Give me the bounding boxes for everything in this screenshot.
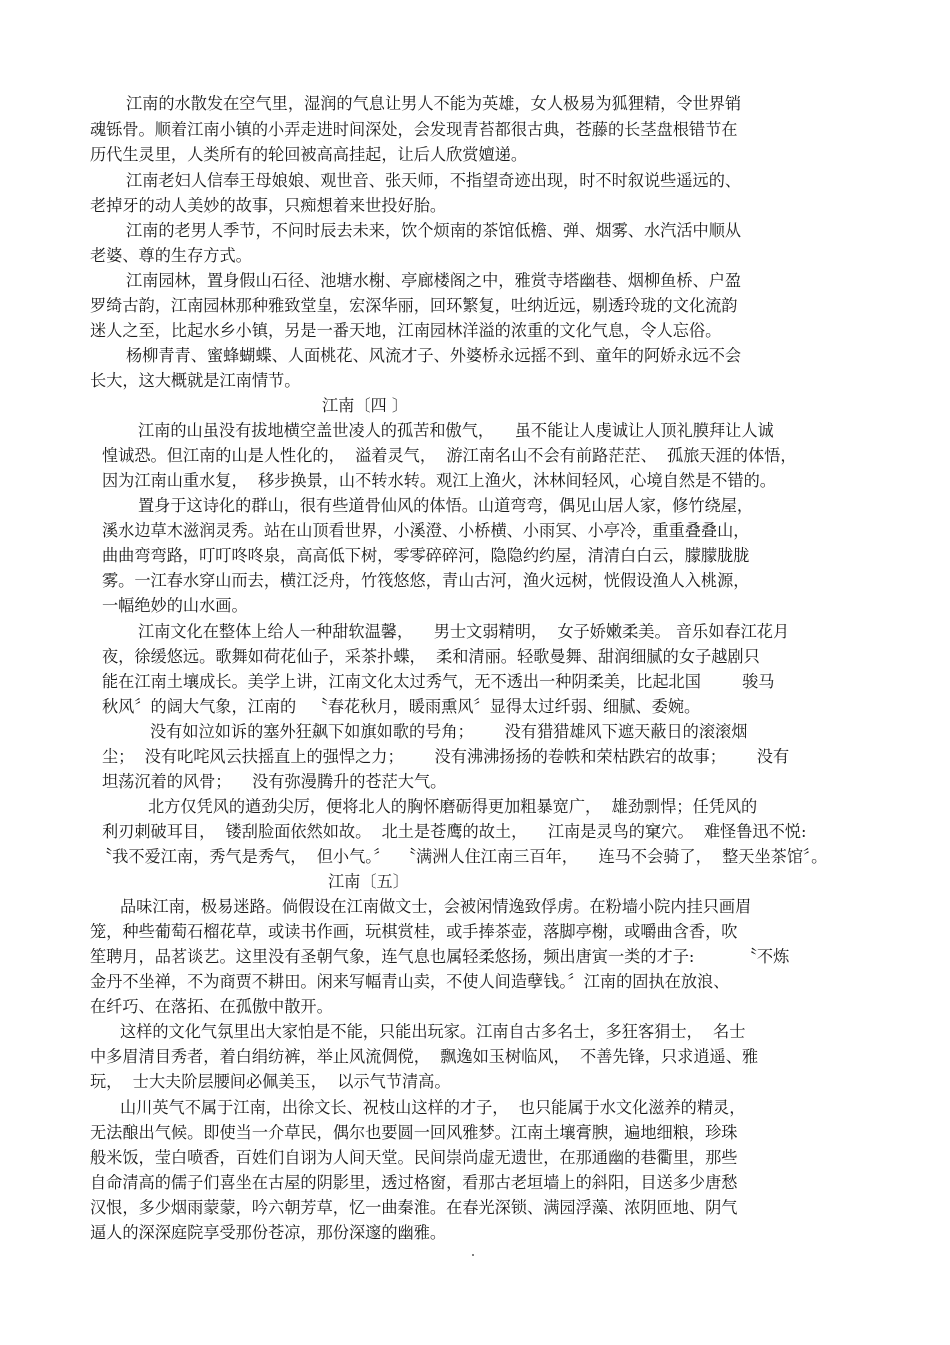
paragraph-line: 笼，种些葡萄石榴花草，或读书作画，玩棋赏桂，或手捧茶壶，落脚亭榭，或嚼曲含香，吹 — [90, 922, 738, 941]
page-marker-dot — [472, 1254, 474, 1256]
paragraph-line: 坦荡沉着的风骨； 没有弥漫腾升的苍茫大气。 — [102, 772, 447, 791]
paragraph-line: 一幅绝妙的山水画。 — [102, 596, 248, 615]
paragraph-line: 置身于这诗化的群山，很有些道骨仙风的体悟。山道弯弯，偶见山居人家，修竹绕屋， — [138, 496, 754, 515]
paragraph-line: 因为江南山重水复， 移步换景，山不转水转。观江上渔火，沐林间轻风，心境自然是不错的。 — [102, 471, 776, 490]
paragraph-line: 这样的文化气氛里出大家怕是不能，只能出玩家。江南自古多名士，多狂客狷士， 名士 — [120, 1022, 746, 1041]
paragraph-line: 〝我不爱江南，秀气是秀气， 但小气。〞 〝满洲人住江南三百年， 连马不会骑了， 整天坐茶馆〞。 — [96, 847, 828, 866]
paragraph-line: 北方仅凭风的遒劲尖厉，便将北人的胸怀磨砺得更加粗暴宽广， 雄劲剽悍；任凭风的 — [148, 797, 758, 816]
paragraph-line: 老掉牙的动人美妙的故事，只痴想着来世投好胎。 — [90, 196, 447, 215]
paragraph-line: 溪水边草木滋润灵秀。站在山顶看世界，小溪澄、小桥横、小雨冥、小亭冷，重重叠叠山， — [102, 521, 750, 540]
paragraph-line: 长大，这大概就是江南情节。 — [90, 371, 301, 390]
paragraph-line: 江南的老男人季节，不问时辰去未来，饮个烦南的茶馆低檐、弹、烟雾、水汽活中顺从 — [126, 221, 742, 240]
paragraph-line: 金丹不坐禅，不为商贾不耕田。闲来写幅青山卖，不使人间造孽钱。〞江南的固执在放浪、 — [90, 972, 730, 991]
paragraph-line: 逼人的深深庭院享受那份苍凉，那份深邃的幽雅。 — [90, 1223, 447, 1242]
paragraph-line: 曲曲弯弯路，叮叮咚咚泉，高高低下树，零零碎碎河，隐隐约约屋，清清白白云，朦朦胧胧 — [102, 546, 750, 565]
paragraph-line: 在纤巧、在落拓、在孤傲中散开。 — [90, 997, 333, 1016]
paragraph-line: 笙聘月，品茗谈艺。这里没有圣朝气象，连气息也属轻柔悠扬，频出唐寅一类的才子: 〝不炼 — [90, 947, 790, 966]
section-heading: 江南〔四 〕 — [322, 396, 409, 415]
paragraph-line: 中多眉清目秀者，着白绢纺裤，举止风流倜傥， 飘逸如玉树临风， 不善先锋，只求逍遥、雅 — [90, 1047, 759, 1066]
paragraph-line: 山川英气不属于江南，出徐文长、祝枝山这样的才子， 也只能属于水文化滋养的精灵， — [120, 1098, 746, 1117]
paragraph-line: 雾。一江春水穿山而去，横江泛舟，竹筏悠悠，青山古河，渔火远树，恍假设渔人入桃源， — [102, 571, 750, 590]
paragraph-line: 品味江南，极易迷路。倘假设在江南做文士，会被闲情逸致俘虏。在粉墙小院内挂只画眉 — [120, 897, 752, 916]
paragraph-line: 利刃刺破耳目， 镂刮脸面依然如故。 北土是苍鹰的故土， 江南是灵鸟的窠穴。 难怪鲁迅不悦: — [102, 822, 807, 841]
paragraph-line: 秋风〞的阔大气象，江南的 〝春花秋月，暖雨熏风〞显得太过纤弱、细腻、委婉。 — [102, 697, 701, 716]
paragraph-line: 能在江南土壤成长。美学上讲，江南文化太过秀气，无不透出一种阴柔美，比起北国 骏马 — [102, 672, 775, 691]
paragraph-line: 没有如泣如诉的塞外狂飙下如旗如歌的号角； 没有猎猎雄风下遮天蔽日的滚滚烟 — [150, 722, 748, 741]
section-heading: 江南〔五〕 — [328, 872, 409, 891]
paragraph-line: 江南的山虽没有拔地横空盖世凌人的孤苦和傲气， 虽不能让人虔诚让人顶礼膜拜让人诚 — [138, 421, 774, 440]
paragraph-line: 罗绮古韵，江南园林那种雅致堂皇，宏深华丽，回环繁复，吐纳近远，剔透玲珑的文化流韵 — [90, 296, 738, 315]
paragraph-line: 惶诚恐。但江南的山是人性化的， 溢着灵气， 游江南名山不会有前路茫茫、 孤旅天涯的体悟， — [102, 446, 797, 465]
paragraph-line: 自命清高的儒子们喜坐在古屋的阴影里，透过格窗，看那古老垣墙上的斜阳，目送多少唐愁 — [90, 1173, 738, 1192]
paragraph-line: 魂铄骨。顺着江南小镇的小弄走进时间深处，会发现青苔都很古典，苍藤的长茎盘根错节在 — [90, 120, 738, 139]
paragraph-line: 江南的水散发在空气里，湿润的气息让男人不能为英雄，女人极易为狐狸精，令世界销 — [126, 94, 742, 113]
paragraph-line: 江南园林，置身假山石径、池塘水榭、亭廊楼阁之中，雅赏寺塔幽巷、烟柳鱼桥、户盈 — [126, 271, 742, 290]
paragraph-line: 江南文化在整体上给人一种甜软温馨， 男士文弱精明， 女子娇嫩柔美。 音乐如春江花月 — [138, 622, 790, 641]
paragraph-line: 江南老妇人信奉王母娘娘、观世音、张天师，不指望奇迹出现，时不时叙说些遥远的、 — [126, 171, 742, 190]
paragraph-line: 杨柳青青、蜜蜂蝴蝶、人面桃花、风流才子、外婆桥永远摇不到、童年的阿娇永远不会 — [126, 346, 742, 365]
paragraph-line: 夜，徐缓悠远。歌舞如荷花仙子，采茶扑蝶， 柔和清丽。轻歌曼舞、甜润细腻的女子越剧只 — [102, 647, 760, 666]
paragraph-line: 迷人之至，比起水乡小镇，另是一番天地，江南园林洋溢的浓重的文化气息，令人忘俗。 — [90, 321, 722, 340]
paragraph-line: 历代生灵里，人类所有的轮回被高高挂起，让后人欣赏嬗递。 — [90, 145, 528, 164]
paragraph-line: 汉恨，多少烟雨蒙蒙，吟六朝芳草，忆一曲秦淮。在春光深锁、满园浮藻、浓阴匝地、阴气 — [90, 1198, 738, 1217]
paragraph-line: 尘； 没有叱咤风云扶摇直上的强悍之力； 没有沸沸扬扬的卷帙和荣枯跌宕的故事； 没有 — [102, 747, 790, 766]
paragraph-line: 般米饭，莹白喷香，百姓们自诩为人间天堂。民间崇尚虚无遗世，在那通幽的巷衢里，那些 — [90, 1148, 738, 1167]
paragraph-line: 老婆、尊的生存方式。 — [90, 246, 252, 265]
paragraph-line: 无法酿出气候。即使当一介草民，偶尔也要圆一回风雅梦。江南土壤膏腴，遍地细粮，珍珠 — [90, 1123, 738, 1142]
paragraph-line: 玩， 士大夫阶层腰间必佩美玉， 以示气节清高。 — [90, 1072, 451, 1091]
